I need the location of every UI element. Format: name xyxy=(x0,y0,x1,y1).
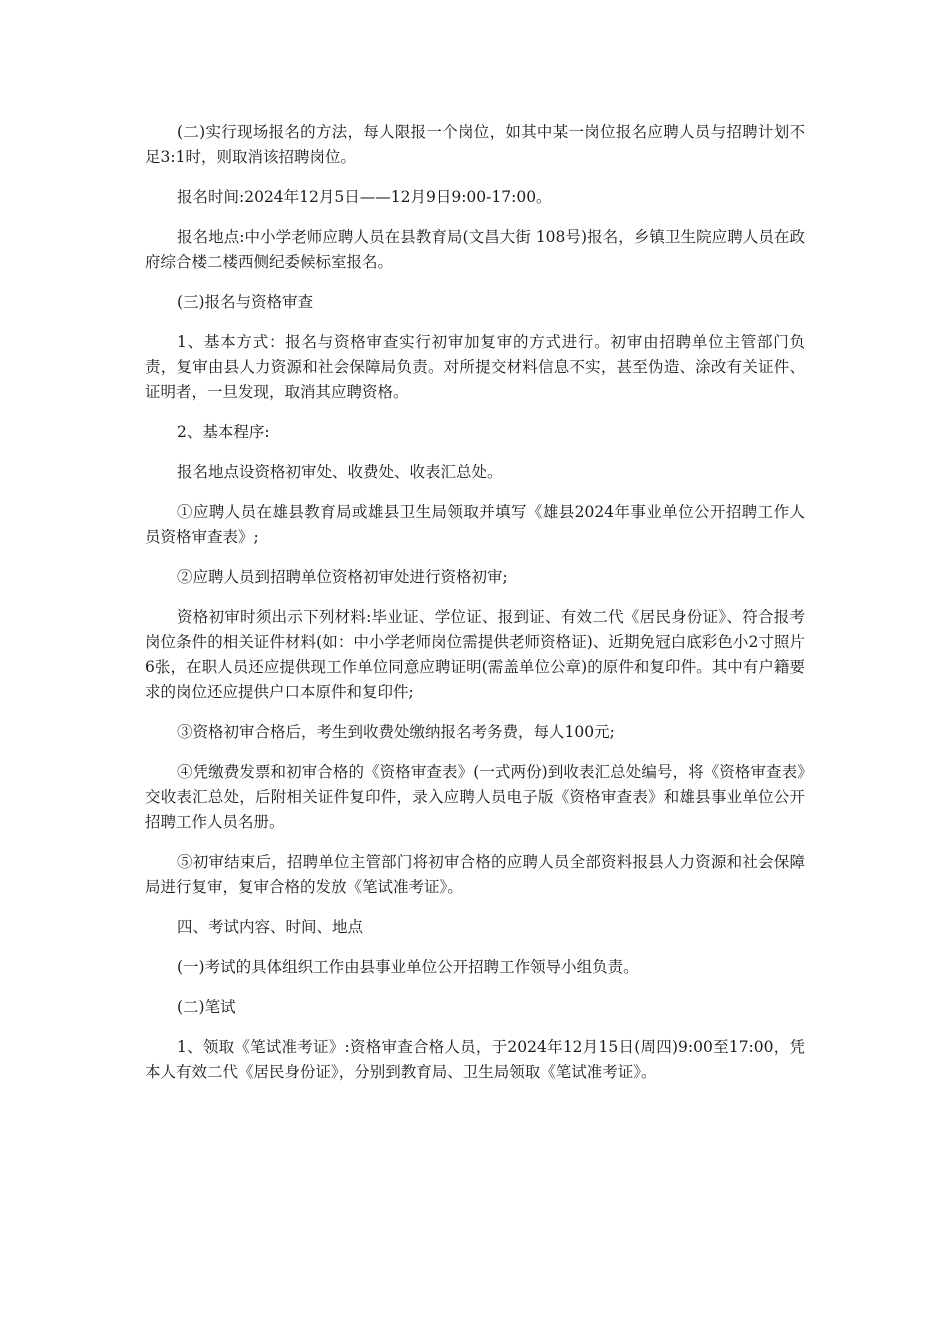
paragraph-exam-organization: (一)考试的具体组织工作由县事业单位公开招聘工作领导小组负责。 xyxy=(177,958,639,976)
paragraph-registration-method: (二)实行现场报名的方法，每人限报一个岗位，如其中某一岗位报名应聘人员与招聘计划不足3:1时，则取消该招聘岗位。 xyxy=(145,123,805,166)
paragraph-admission-ticket: 1、领取《笔试准考证》:资格审查合格人员，于2024年12月15日(周四)9:00至17:00，凭本人有效二代《居民身份证》，分别到教育局、卫生局领取《笔试准考证》。 xyxy=(145,1038,805,1081)
paragraph-registration-location: 报名地点:中小学老师应聘人员在县教育局(文昌大街 108号)报名，乡镇卫生院应聘人员在政府综合楼二楼西侧纪委候标室报名。 xyxy=(145,228,805,271)
document-body xyxy=(145,120,805,1100)
paragraph-step-1: ①应聘人员在雄县教育局或雄县卫生局领取并填写《雄县2024年事业单位公开招聘工作人员资格审查表》; xyxy=(145,503,805,546)
paragraph-step-3: ③资格初审合格后，考生到收费处缴纳报名考务费，每人100元; xyxy=(177,723,615,741)
paragraph-required-materials: 资格初审时须出示下列材料:毕业证、学位证、报到证、有效二代《居民身份证》、符合报考岗位条件的相关证件材料(如：中小学老师岗位需提供老师资格证)、近期免冠白底彩色小2寸照片6张，在职人员还应提供现工作单位同意应聘证明(需盖单位公章)的原件和复印件。其中有户籍要求的岗位还应提供户口本原件和复印件; xyxy=(145,608,805,701)
paragraph-basic-procedure: 2、基本程序: xyxy=(177,423,270,441)
section-heading-registration-review: (三)报名与资格审查 xyxy=(177,293,314,311)
section-heading-written-exam: (二)笔试 xyxy=(177,998,236,1016)
paragraph-step-2: ②应聘人员到招聘单位资格初审处进行资格初审; xyxy=(177,568,508,586)
paragraph-basic-method: 1、基本方式：报名与资格审查实行初审加复审的方式进行。初审由招聘单位主管部门负责，复审由县人力资源和社会保障局负责。对所提交材料信息不实，甚至伪造、涂改有关证件、证明者，一旦发现，取消其应聘资格。 xyxy=(145,333,805,401)
paragraph-registration-offices: 报名地点设资格初审处、收费处、收表汇总处。 xyxy=(177,463,503,481)
paragraph-step-4: ④凭缴费发票和初审合格的《资格审查表》(一式两份)到收表汇总处编号，将《资格审查表》交收表汇总处，后附相关证件复印件，录入应聘人员电子版《资格审查表》和雄县事业单位公开招聘工作人员名册。 xyxy=(145,763,805,831)
paragraph-step-5: ⑤初审结束后，招聘单位主管部门将初审合格的应聘人员全部资料报县人力资源和社会保障局进行复审，复审合格的发放《笔试准考证》。 xyxy=(145,853,805,896)
paragraph-registration-time: 报名时间:2024年12月5日——12月9日9:00-17:00。 xyxy=(177,188,552,206)
section-heading-exam: 四、考试内容、时间、地点 xyxy=(177,918,364,936)
